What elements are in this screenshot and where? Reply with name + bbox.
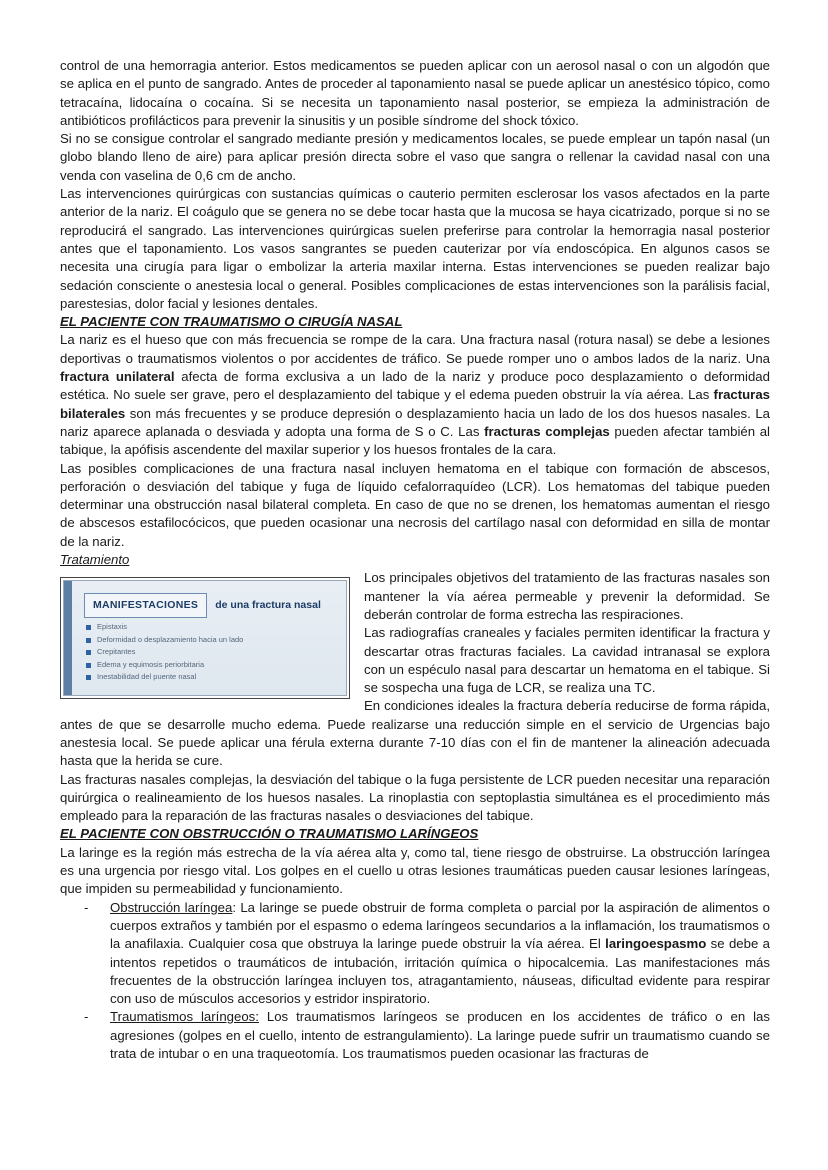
text-run: La nariz es el hueso que con más frecuencia se rompe de la cara. Una fractura nasal (rotura nasal) se debe a lesiones deportivas o traumatismos violentos o por accidentes de tráfico. Se puede romper uno o ambos lados de la nariz. Una (60, 332, 770, 366)
box-list-item (86, 634, 243, 647)
bullet-icon (86, 663, 91, 668)
box-list-item (86, 646, 243, 659)
text-run: son más frecuentes y se produce depresión o desplazamiento hacia un lado de los dos huesos nasales. La nariz aparece aplanada o desviada y adopta una forma de S o C. Las (60, 405, 770, 439)
bullet-icon (86, 650, 91, 655)
box-title-row (84, 593, 321, 617)
box-title: MANIFESTACIONES (84, 593, 207, 617)
box-list-item (86, 671, 243, 684)
manifestations-box-inner (63, 580, 347, 696)
underlined-term: Traumatismos laríngeos: (110, 1009, 259, 1025)
paragraph: Las fracturas nasales complejas, la desviación del tabique o la fuga persistente de LCR pueden necesitar una reparación quirúrgica o realineamiento de los huesos nasales. La rinoplastia con septoplastia simultánea es el procedimiento más empleado para la reparación de las fracturas nasales o desviaciones del tabique. (60, 771, 770, 824)
box-item-text: Inestabilidad del puente nasal (97, 672, 197, 682)
section-heading-nasal: EL PACIENTE CON TRAUMATISMO O CIRUGÍA NASAL (60, 314, 403, 330)
list-item (60, 899, 770, 1009)
box-list-item (86, 659, 243, 672)
box-subtitle: de una fractura nasal (215, 599, 321, 612)
manifestations-box (60, 577, 350, 699)
text-run: : La laringe se puede obstruir de forma completa o parcial por la aspiración de alimentos o cuerpos extraños y también por el espasmo o edema laríngeos secundarios a la inflamación, los traumatismos o la anafilaxia. Cualquier cosa que obstruya la laringe puede obstruir la vía aérea. El (110, 899, 770, 952)
box-item-text: Deformidad o desplazamiento hacia un lado (97, 634, 244, 644)
document-page (60, 57, 770, 1063)
paragraph: En condiciones ideales la fractura debería reducirse de forma rápida, antes de que se desarrolle mucho edema. Puede realizarse una reducción simple en el servicio de Urgencias bajo anestesia local. Se puede aplicar una férula externa durante 7-10 días con el fin de mantener la alineación adecuada hasta que la herida se cure. (60, 698, 770, 769)
paragraph: Si no se consigue controlar el sangrado mediante presión y medicamentos locales, se puede emplear un tapón nasal (un globo blando lleno de aire) para aplicar presión directa sobre el vaso que sangra o rellenar la cavidad nasal con una venda con vaselina de 0,6 cm de ancho. (60, 131, 770, 183)
text-run: Los traumatismos laríngeos se producen en los accidentes de tráfico o en las agresiones (golpes en el cuello, intento de estrangulamiento). La laringe puede sufrir un traumatismo cuando se trata de intubar o en una traqueotomía. Los traumatismos pueden ocasionar las fracturas de (110, 1009, 770, 1062)
paragraph: Las radiografías craneales y faciales permiten identificar la fractura y descartar otras fracturas faciales. La cavidad intranasal se explora con un espéculo nasal para descartar un hematoma en el tabique. Si se sospecha una fuga de LCR, se realiza una TC. (364, 625, 770, 696)
paragraph: control de una hemorragia anterior. Estos medicamentos se pueden aplicar con un aerosol nasal o con un algodón que se aplica en el punto de sangrado. Antes de proceder al taponamiento nasal se puede aplicar un anestésico tópico, como tetracaína, lidocaína o cocaína. Si se necesita un taponamiento nasal posterior, se empieza la administración de antibióticos profilácticos para prevenir la sinusitis y un posible síndrome del shock tóxico. (60, 58, 770, 128)
bullet-icon (86, 625, 91, 630)
subheading-tratamiento: Tratamiento (60, 552, 130, 568)
box-item-text: Edema y equimosis periorbitaria (97, 659, 205, 669)
text-run: pueden afectar también al tabique, la apófisis ascendente del maxilar superior y los huesos frontales de la cara. (60, 423, 770, 458)
bold-term: fracturas complejas (484, 423, 610, 439)
text-run: afecta de forma exclusiva a un lado de la nariz y produce poco desplazamiento o deformidad estética. No suele ser grave, pero el desplazamiento del tabique y el edema pueden obstruir la vía aérea. Las (60, 369, 770, 403)
paragraph: La laringe es la región más estrecha de la vía aérea alta y, como tal, tiene riesgo de obstruirse. La obstrucción laríngea es una urgencia por riesgo vital. Los golpes en el cuello u otras lesiones traumáticas pueden causar lesiones laríngeas, que impiden su permeabilidad y funcionamiento. (60, 844, 770, 897)
dash-list (60, 899, 770, 1064)
box-item-text: Epistaxis (97, 622, 128, 632)
section-heading-laryngeal: EL PACIENTE CON OBSTRUCCIÓN O TRAUMATISMO LARÍNGEOS (60, 826, 479, 842)
bullet-icon (86, 675, 91, 680)
paragraph (60, 331, 770, 459)
paragraph: Las posibles complicaciones de una fractura nasal incluyen hematoma en el tabique con formación de abscesos, perforación o desviación del tabique y fuga de líquido cefalorraquídeo (LCR). Los hematomas del tabique pueden determinar una obstrucción nasal bilateral completa. En caso de que no se drenen, los hematomas aumentan el riesgo de abscesos estafilocócicos, que pueden ocasionar una necrosis del cartílago nasal con deformidad en silla de montar de la nariz. (60, 460, 770, 549)
bold-term: laringoespasmo (605, 936, 707, 952)
bold-term: fractura unilateral (60, 369, 175, 385)
dash-marker: - (84, 899, 89, 915)
box-accent-bar (64, 581, 72, 695)
box-list-item (86, 621, 243, 634)
paragraph: Las intervenciones quirúrgicas con sustancias químicas o cauterio permiten esclerosar los vasos afectados en la parte anterior de la nariz. El coágulo que se genera no se debe tocar hasta que la mucosa se haya cicatrizado, porque si no se reproducirá el sangrado. Las intervenciones quirúrgicas suelen preferirse para controlar la hemorragia nasal posterior antes que el taponamiento. Los vasos sangrantes se pueden cauterizar por vía endoscópica. En algunos casos se necesita una cirugía para ligar o embolizar la arteria maxilar interna. Estas intervenciones se pueden realizar bajo sedación consciente o anestesia local o general. Posibles complicaciones de estas intervenciones son la parálisis facial, parestesias, dolor facial y lesiones dentales. (60, 186, 770, 311)
text-run: se debe a intentos repetidos o traumáticos de intubación, irritación química o hipocalcemia. Las manifestaciones más frecuentes de la obstrucción laríngea incluyen tos, atragantamiento, náuseas, dificultad evidente para respirar con uso de músculos accesorios y estridor inspiratorio. (110, 936, 770, 1007)
list-item (60, 1008, 770, 1063)
box-item-text: Crepitantes (97, 647, 136, 657)
paragraph: Los principales objetivos del tratamiento de las fracturas nasales son mantener la vía aérea permeable y prevenir la deformidad. Se deberán controlar de forma estrecha las respiraciones. (364, 570, 770, 622)
box-list (86, 621, 243, 684)
underlined-term: Obstrucción laríngea (110, 899, 233, 915)
bullet-icon (86, 638, 91, 643)
dash-marker: - (84, 1009, 89, 1025)
bold-term: fracturas bilaterales (60, 387, 770, 421)
